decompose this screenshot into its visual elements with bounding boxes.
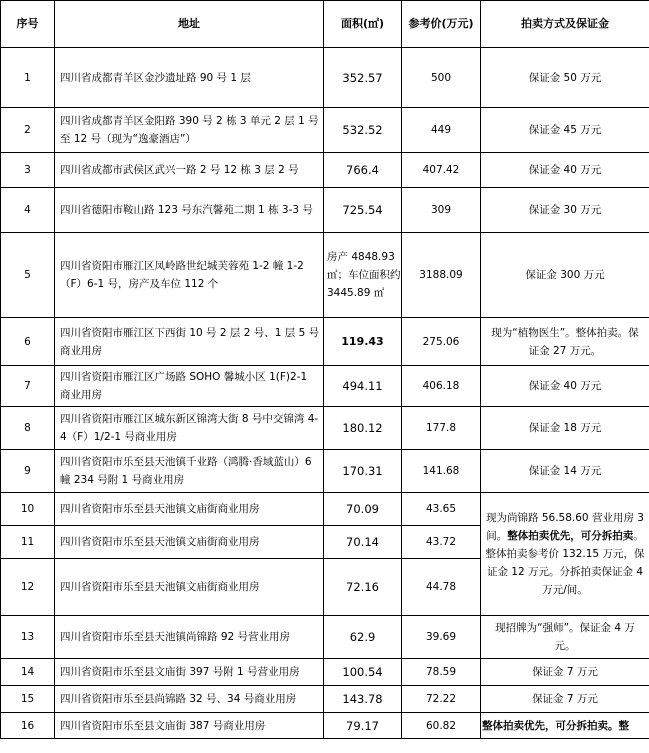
header-row — [1, 1, 649, 48]
cell-method: 保证金 7 万元 — [481, 686, 649, 713]
cell-method: 保证金 45 万元 — [481, 108, 649, 153]
cell-address: 四川省资阳市乐至县天池镇文庙街商业用房 — [55, 493, 324, 526]
cell-area: 143.78 — [324, 686, 402, 713]
header-method: 拍卖方式及保证金 — [481, 1, 649, 48]
cell-method: 保证金 14 万元 — [481, 450, 649, 493]
cell-price: 406.18 — [402, 366, 481, 407]
cell-price: 43.65 — [402, 493, 481, 526]
method-text: 现为尚锦路 56.58.60 营业用房 3 间。 — [486, 512, 644, 542]
cell-seq: 11 — [1, 526, 55, 559]
cell-address: 四川省资阳市乐至县天池镇文庙街商业用房 — [55, 559, 324, 616]
cell-area: 房产 4848.93 ㎡；车位面积约 3445.89 ㎡ — [324, 233, 402, 318]
cell-area: 766.4 — [324, 153, 402, 188]
cell-area: 79.17 — [324, 713, 402, 739]
table-row — [1, 108, 649, 153]
cell-area: 62.9 — [324, 616, 402, 659]
cell-address: 四川省成都青羊区金阳路 390 号 2 栋 3 单元 2 层 1 号至 12 号（现为“逸豪酒店”） — [55, 108, 324, 153]
cell-price: 43.72 — [402, 526, 481, 559]
cell-seq: 12 — [1, 559, 55, 616]
cell-price: 78.59 — [402, 659, 481, 686]
header-address: 地址 — [55, 1, 324, 48]
table-row — [1, 233, 649, 318]
cell-seq: 16 — [1, 713, 55, 739]
cell-seq: 13 — [1, 616, 55, 659]
cell-area: 70.14 — [324, 526, 402, 559]
method-bold-text: 整体拍卖优先，可分拆拍卖 — [507, 530, 634, 542]
table-row — [1, 407, 649, 450]
cell-price: 72.22 — [402, 686, 481, 713]
cell-address: 四川省资阳市乐至县天池镇尚锦路 92 号营业用房 — [55, 616, 324, 659]
cell-seq: 14 — [1, 659, 55, 686]
table-row — [1, 318, 649, 366]
cell-area: 100.54 — [324, 659, 402, 686]
cell-address: 四川省资阳市雁江区凤岭路世纪城芙蓉苑 1-2 幢 1-2（F）6-1 号，房产及车位 112 个 — [55, 233, 324, 318]
cell-price: 39.69 — [402, 616, 481, 659]
header-price: 参考价(万元) — [402, 1, 481, 48]
cell-seq: 2 — [1, 108, 55, 153]
cell-area: 70.09 — [324, 493, 402, 526]
cell-price: 44.78 — [402, 559, 481, 616]
cell-method: 现招牌为“强师”。保证金 4 万元。 — [481, 616, 649, 659]
cell-method: 保证金 30 万元 — [481, 188, 649, 233]
cell-seq: 9 — [1, 450, 55, 493]
cell-method: 保证金 50 万元 — [481, 48, 649, 108]
cell-seq: 10 — [1, 493, 55, 526]
cell-address: 四川省资阳市乐至县天池镇文庙街商业用房 — [55, 526, 324, 559]
table-row — [1, 188, 649, 233]
cell-area: 170.31 — [324, 450, 402, 493]
cell-address: 四川省成都青羊区金沙遗址路 90 号 1 层 — [55, 48, 324, 108]
cell-price: 141.68 — [402, 450, 481, 493]
cell-price: 60.82 — [402, 713, 481, 739]
cell-area: 72.16 — [324, 559, 402, 616]
cell-method: 保证金 300 万元 — [481, 233, 649, 318]
cell-area: 180.12 — [324, 407, 402, 450]
cell-method: 保证金 40 万元 — [481, 153, 649, 188]
header-seq: 序号 — [1, 1, 55, 48]
cell-method: 保证金 40 万元 — [481, 366, 649, 407]
cell-address: 四川省资阳市雁江区下西街 10 号 2 层 2 号、1 层 5 号商业用房 — [55, 318, 324, 366]
cell-address: 四川省资阳市雁江区广场路 SOHO 馨城小区 1(F)2-1 商业用房 — [55, 366, 324, 407]
cell-area: 494.11 — [324, 366, 402, 407]
method-text: 。整体拍卖参考价 132.15 万元，保证金 12 万元。分拆拍卖保证金 4 万元/间。 — [485, 530, 645, 596]
cell-price: 500 — [402, 48, 481, 108]
cell-address: 四川省资阳市乐至县文庙街 397 号附 1 号营业用房 — [55, 659, 324, 686]
cell-seq: 15 — [1, 686, 55, 713]
cell-seq: 4 — [1, 188, 55, 233]
table-row — [1, 493, 649, 526]
cell-seq: 3 — [1, 153, 55, 188]
cell-seq: 5 — [1, 233, 55, 318]
cell-price: 275.06 — [402, 318, 481, 366]
cell-method: 整体拍卖优先，可分拆拍卖。整 — [481, 713, 649, 739]
cell-seq: 7 — [1, 366, 55, 407]
table-row — [1, 366, 649, 407]
cell-method: 保证金 7 万元 — [481, 659, 649, 686]
cell-area: 119.43 — [324, 318, 402, 366]
cell-price: 407.42 — [402, 153, 481, 188]
table-row — [1, 713, 649, 739]
cell-address: 四川省资阳市乐至县文庙街 387 号商业用房 — [55, 713, 324, 739]
cell-address: 四川省资阳市雁江区城东新区锦湾大街 8 号中交锦湾 4-4（F）1/2-1 号商业用房 — [55, 407, 324, 450]
cell-address: 四川省资阳市乐至县尚锦路 32 号、34 号商业用房 — [55, 686, 324, 713]
cell-method: 保证金 18 万元 — [481, 407, 649, 450]
cell-price: 449 — [402, 108, 481, 153]
cell-seq: 1 — [1, 48, 55, 108]
cell-seq: 8 — [1, 407, 55, 450]
table-row — [1, 616, 649, 659]
header-area: 面积(㎡) — [324, 1, 402, 48]
table-row — [1, 48, 649, 108]
cell-area: 532.52 — [324, 108, 402, 153]
cell-area: 352.57 — [324, 48, 402, 108]
table-row — [1, 450, 649, 493]
table-row — [1, 686, 649, 713]
cell-price: 3188.09 — [402, 233, 481, 318]
cell-method: 现为“植物医生”。整体拍卖。保证金 27 万元。 — [481, 318, 649, 366]
cell-area: 725.54 — [324, 188, 402, 233]
cell-price: 177.8 — [402, 407, 481, 450]
cell-method-merged — [481, 493, 649, 616]
cell-address: 四川省成都市武侯区武兴一路 2 号 12 栋 3 层 2 号 — [55, 153, 324, 188]
cell-price: 309 — [402, 188, 481, 233]
cell-address: 四川省德阳市鞍山路 123 号东汽馨苑二期 1 栋 3-3 号 — [55, 188, 324, 233]
table-row — [1, 659, 649, 686]
cell-seq: 6 — [1, 318, 55, 366]
cell-address: 四川省资阳市乐至县天池镇千业路（鸿腾·香域蓝山）6 幢 234 号附 1 号商业用房 — [55, 450, 324, 493]
table-row — [1, 153, 649, 188]
